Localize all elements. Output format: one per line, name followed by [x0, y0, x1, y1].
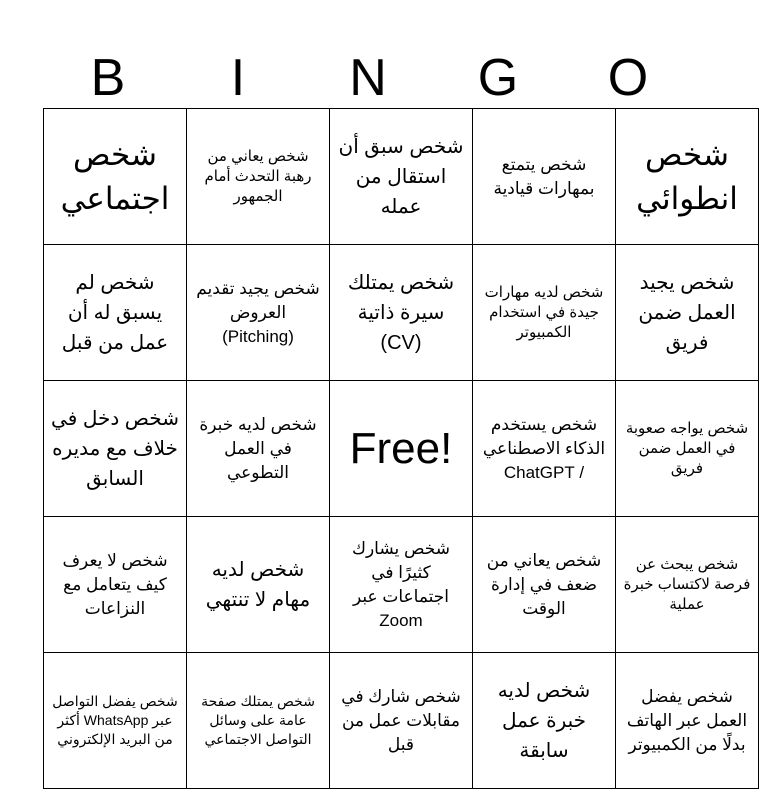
bingo-cell[interactable]: شخص يفضل التواصل عبر WhatsApp أكثر من البريد الإلكتروني: [44, 653, 187, 789]
bingo-cell[interactable]: شخص لا يعرف كيف يتعامل مع النزاعات: [44, 517, 187, 653]
header-letter-n: N: [349, 49, 387, 107]
bingo-cell[interactable]: شخص يواجه صعوبة في العمل ضمن فريق: [616, 381, 759, 517]
bingo-cell[interactable]: شخص لم يسبق له أن عمل من قبل: [44, 245, 187, 381]
bingo-cell[interactable]: شخص يفضل العمل عبر الهاتف بدلًا من الكمبيوتر: [616, 653, 759, 789]
bingo-cell[interactable]: شخص يعاني من ضعف في إدارة الوقت: [473, 517, 616, 653]
bingo-cell[interactable]: شخص لديه مهام لا تنتهي: [187, 517, 330, 653]
bingo-cell[interactable]: شخص لديه خبرة عمل سابقة: [473, 653, 616, 789]
bingo-cell[interactable]: شخص يتمتع بمهارات قيادية: [473, 109, 616, 245]
bingo-cell[interactable]: شخص لديه خبرة في العمل التطوعي: [187, 381, 330, 517]
bingo-cell[interactable]: شخص شارك في مقابلات عمل من قبل: [330, 653, 473, 789]
bingo-cell[interactable]: شخص يمتلك صفحة عامة على وسائل التواصل الاجتماعي: [187, 653, 330, 789]
bingo-cell[interactable]: شخص يستخدم الذكاء الاصطناعي / ChatGPT: [473, 381, 616, 517]
bingo-cell[interactable]: شخص يجيد تقديم العروض (Pitching): [187, 245, 330, 381]
grid-row: [44, 109, 759, 245]
free-space-cell[interactable]: Free!: [330, 381, 473, 517]
bingo-cell[interactable]: شخص دخل في خلاف مع مديره السابق: [44, 381, 187, 517]
bingo-cell[interactable]: شخص يعاني من رهبة التحدث أمام الجمهور: [187, 109, 330, 245]
header-letter-o: O: [607, 49, 649, 107]
bingo-cell[interactable]: شخص اجتماعي: [44, 109, 187, 245]
grid-row: [44, 381, 759, 517]
bingo-cell[interactable]: شخص يجيد العمل ضمن فريق: [616, 245, 759, 381]
bingo-cell[interactable]: شخص يمتلك سيرة ذاتية (CV): [330, 245, 473, 381]
grid-row: [44, 517, 759, 653]
grid-row: [44, 245, 759, 381]
header-letter-i: I: [230, 49, 246, 107]
bingo-grid: [43, 108, 759, 789]
bingo-cell[interactable]: شخص يشارك كثيرًا في اجتماعات عبر Zoom: [330, 517, 473, 653]
header-letter-g: G: [477, 49, 519, 107]
header-letter-b: B: [90, 49, 126, 107]
bingo-cell[interactable]: شخص لديه مهارات جيدة في استخدام الكمبيوتر: [473, 245, 616, 381]
bingo-cell[interactable]: شخص يبحث عن فرصة لاكتساب خبرة عملية: [616, 517, 759, 653]
bingo-header: [43, 48, 693, 108]
bingo-cell[interactable]: شخص سبق أن استقال من عمله: [330, 109, 473, 245]
grid-row: [44, 653, 759, 789]
bingo-cell[interactable]: شخص انطوائي: [616, 109, 759, 245]
